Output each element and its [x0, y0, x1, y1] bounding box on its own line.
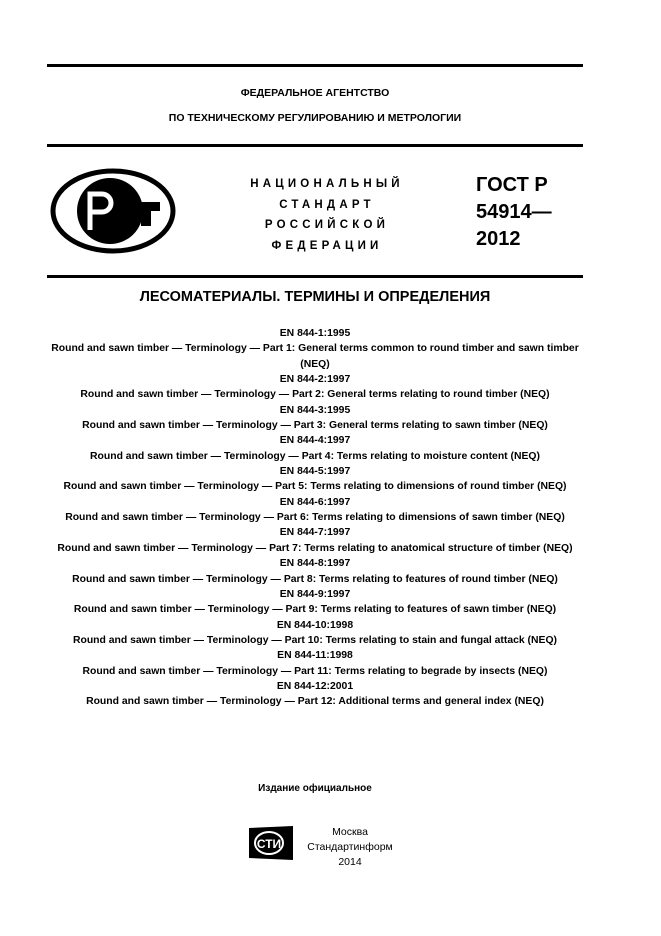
gost-line: 54914—	[476, 201, 552, 223]
reference-title: Round and sawn timber — Terminology — Part 6: Terms relating to dimensions of sawn timber (NEQ)	[65, 512, 565, 524]
reference-code: EN 844-8:1997	[279, 558, 351, 570]
rst-logo-icon	[50, 168, 176, 254]
reference-title: Round and sawn timber — Terminology — Part 8: Terms relating to features of round timber (NEQ)	[72, 573, 558, 585]
svg-text:СТИ: СТИ	[256, 837, 282, 851]
reference-code: EN 844-12:2001	[276, 680, 354, 692]
reference-title: Round and sawn timber — Terminology — Part 3: General terms relating to sawn timber (NEQ)	[82, 420, 548, 432]
publisher-year: 2014	[338, 856, 362, 868]
reference-title: Round and sawn timber — Terminology — Part 12: Additional terms and general index (NEQ)	[86, 696, 544, 708]
reference-code: EN 844-9:1997	[279, 588, 351, 600]
agency-line-1: ФЕДЕРАЛЬНОЕ АГЕНТСТВО	[240, 87, 390, 99]
reference-code: EN 844-7:1997	[279, 527, 351, 539]
national-line: НАЦИОНАЛЬНЫЙ	[250, 178, 404, 190]
reference-title: Round and sawn timber — Terminology — Part 2: General terms relating to round timber (NEQ)	[80, 389, 550, 401]
reference-code: EN 844-1:1995	[279, 328, 351, 339]
standartinform-logo-icon	[249, 826, 293, 860]
publisher	[300, 825, 400, 870]
reference-title: Round and sawn timber — Terminology — Part 11: Terms relating to begrade by insects (NEQ)	[82, 665, 548, 677]
gost-line: ГОСТ Р	[476, 174, 548, 196]
document-title: ЛЕСОМАТЕРИАЛЫ. ТЕРМИНЫ И ОПРЕДЕЛЕНИЯ	[139, 289, 491, 305]
divider	[47, 64, 583, 67]
reference-title: Round and sawn timber — Terminology — Part 9: Terms relating to features of sawn timber (NEQ)	[73, 604, 557, 616]
reference-code: EN 844-5:1997	[279, 466, 351, 478]
reference-code: EN 844-10:1998	[276, 619, 354, 631]
agency-line-2: ПО ТЕХНИЧЕСКОМУ РЕГУЛИРОВАНИЮ И МЕТРОЛОГИИ	[168, 112, 462, 124]
reference-list	[45, 326, 585, 710]
national-line: ФЕДЕРАЦИИ	[271, 239, 383, 252]
publisher-city: Москва	[332, 826, 368, 838]
reference-code: EN 844-3:1995	[279, 404, 351, 416]
gost-number	[476, 172, 552, 253]
publisher-name: Стандартинформ	[307, 841, 393, 853]
reference-title: Round and sawn timber — Terminology — Part 4: Terms relating to moisture content (NEQ)	[90, 450, 540, 462]
reference-code: EN 844-11:1998	[277, 650, 353, 662]
reference-code: EN 844-2:1997	[279, 374, 351, 386]
reference-title: Round and sawn timber — Terminology — Part 5: Terms relating to dimensions of round timber (NEQ)	[63, 481, 567, 493]
reference-code: EN 844-4:1997	[279, 435, 351, 447]
national-line: РОССИЙСКОЙ	[264, 219, 390, 231]
national-line: СТАНДАРТ	[279, 198, 375, 211]
reference-title: Round and sawn timber — Terminology — Part 10: Terms relating to stain and fungal attack (NEQ)	[72, 634, 557, 646]
national-standard-label	[222, 174, 432, 256]
reference-title: Round and sawn timber — Terminology — Part 1: General terms common to round timber and sawn timber (NEQ)	[51, 343, 579, 370]
divider	[47, 275, 583, 278]
reference-code: EN 844-6:1997	[279, 496, 351, 508]
official-edition: Издание официальное	[258, 783, 372, 794]
divider	[47, 144, 583, 147]
gost-line: 2012	[476, 228, 521, 250]
reference-title: Round and sawn timber — Terminology — Part 7: Terms relating to anatomical structure of timber (NEQ)	[57, 542, 573, 554]
